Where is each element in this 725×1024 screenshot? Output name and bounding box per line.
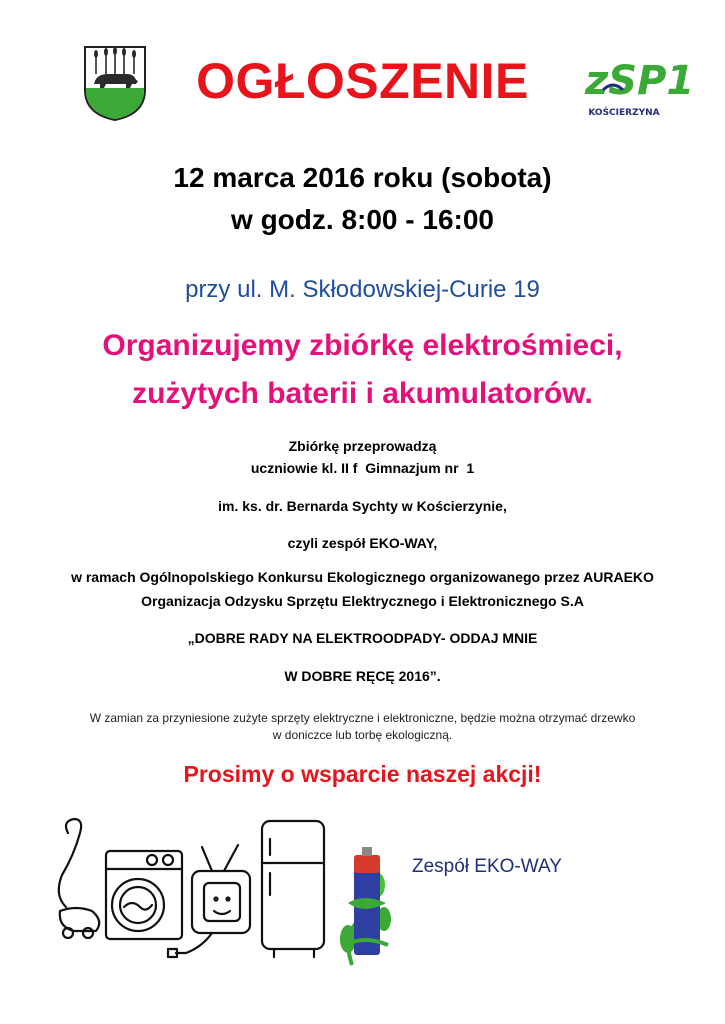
reward-line-2: w doniczce lub torbę ekologiczną. [272, 728, 453, 742]
details-line-6: Organizacja Odzysku Sprzętu Elektrycznego i Elektronicznego S.A [141, 593, 584, 609]
details-line-4: czyli zespół EKO-WAY, [287, 535, 438, 551]
tv-icon [168, 845, 250, 957]
vacuum-cleaner-icon [59, 819, 99, 938]
details-line-1: Zbiórkę przeprowadzą [288, 438, 437, 454]
details-line-2: uczniowie kl. II f Gimnazjum nr 1 [250, 460, 475, 476]
fridge-icon [262, 821, 324, 957]
page-title: OGŁOSZENIE [196, 53, 529, 109]
details-line-3: im. ks. dr. Bernarda Sychty w Kościerzynie, [218, 498, 507, 514]
team-signature: Zespół EKO-WAY [412, 856, 562, 877]
event-time: w godz. 8:00 - 16:00 [231, 204, 494, 235]
battery-icon [340, 847, 391, 965]
details-line-5: w ramach Ogólnopolskiego Konkursu Ekologicznego organizowanego przez AURAEKO [71, 569, 654, 585]
event-date: 12 marca 2016 roku (sobota) [173, 162, 552, 193]
appeal-text: Prosimy o wsparcie naszej akcji! [183, 761, 542, 787]
appliances-illustration [52, 815, 392, 965]
logo-caption: KOŚCIERZYNA [588, 108, 660, 118]
headline-line-1: Organizujemy zbiórkę elektrośmieci, [102, 329, 623, 362]
zsp1-letters: zSP1 [585, 58, 695, 104]
reward-line-1: W zamian za przyniesione zużyte sprzęty elektryczne i elektroniczne, będzie można otrzymać drzewko [89, 711, 636, 725]
details-line-7: „DOBRE RADY NA ELEKTROODPADY- ODDAJ MNIE [187, 630, 538, 646]
details-line-8: W DOBRE RĘCĘ 2016”. [284, 668, 441, 684]
event-address: przy ul. M. Skłodowskiej-Curie 19 [185, 276, 540, 303]
washing-machine-icon [106, 851, 182, 939]
headline-line-2: zużytych baterii i akumulatorów. [132, 377, 593, 410]
